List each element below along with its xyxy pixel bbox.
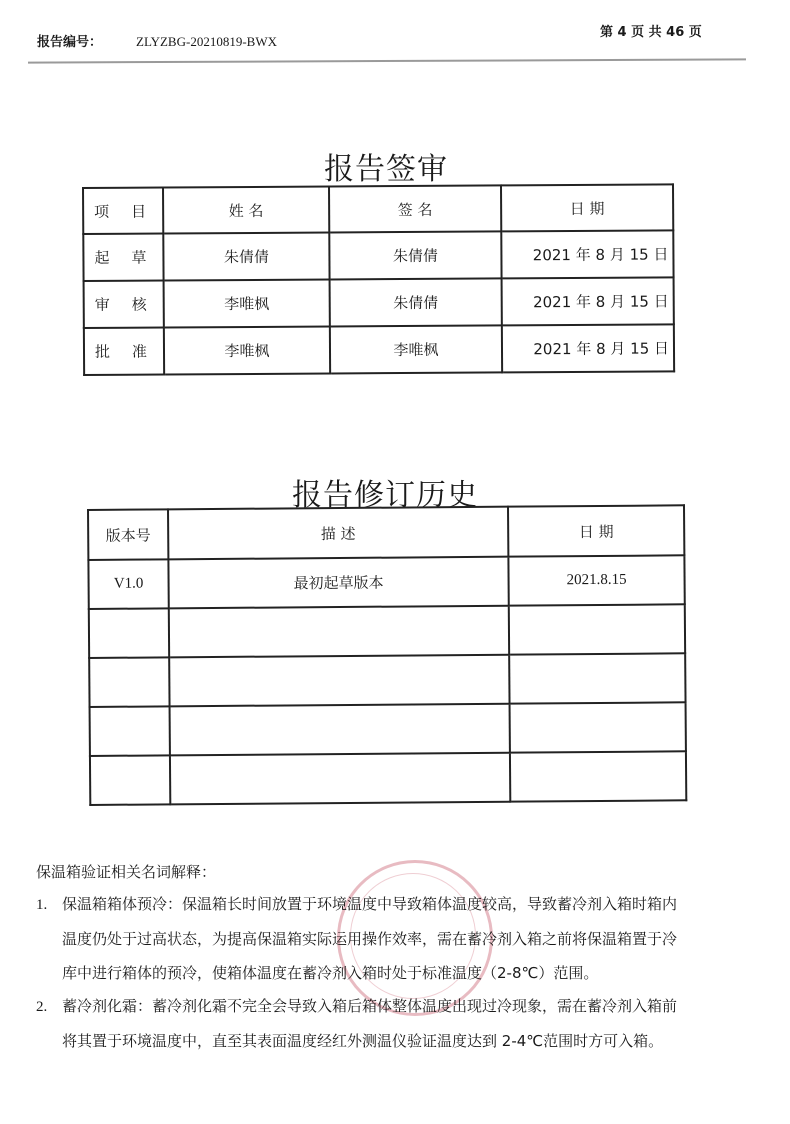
role-cell: 审 核 — [84, 281, 164, 328]
glossary-item — [36, 989, 766, 1058]
date-cell: 2021 年 8 月 15 日 — [502, 324, 674, 372]
table-row — [83, 230, 673, 281]
revision-section-title: 报告修订历史 — [292, 478, 478, 513]
role-cell: 起 草 — [83, 234, 163, 281]
header-cell-name: 姓 名 — [163, 186, 329, 233]
sign-table — [82, 183, 675, 376]
name-cell: 李唯枫 — [164, 279, 330, 327]
report-number-label: 报告编号： — [37, 35, 103, 50]
header-divider — [28, 58, 746, 63]
name-cell: 李唯枫 — [164, 326, 330, 374]
table-row-empty — [89, 604, 685, 658]
table-row-empty — [90, 702, 686, 756]
date-cell: 2021 年 8 月 15 日 — [502, 277, 674, 325]
item-line: 库中进行箱体的预冷，使箱体温度在蓄冷剂入箱时处于标准温度（2-8℃）范围。 — [62, 964, 599, 982]
item-line: 蓄冷剂化霜：蓄冷剂化霜不完全会导致入箱后箱体整体温度出现过冷现象，需在蓄冷剂入箱前 — [62, 997, 678, 1015]
role-cell: 批 准 — [84, 328, 164, 375]
table-row — [88, 555, 684, 609]
signature-cell: 李唯枫 — [330, 325, 502, 373]
revision-table — [87, 504, 687, 806]
glossary-title: 保温箱验证相关名词解释： — [36, 863, 217, 881]
glossary-item — [36, 887, 766, 990]
item-line: 温度仍处于过高状态，为提高保温箱实际运用操作效率，需在蓄冷剂入箱之前将保温箱置于冷 — [62, 930, 678, 948]
signature-cell: 朱倩倩 — [329, 231, 501, 279]
header-cell-description: 描 述 — [168, 507, 508, 560]
header-cell-date: 日 期 — [508, 505, 684, 556]
report-number — [37, 31, 277, 50]
table-row — [84, 277, 674, 328]
version-cell: V1.0 — [88, 559, 168, 609]
table-header-row — [88, 505, 684, 560]
table-row-empty — [90, 751, 686, 805]
item-number: 1. — [36, 897, 48, 913]
name-cell: 朱倩倩 — [163, 232, 329, 280]
item-line: 将其置于环境温度中，直至其表面温度经红外测温仪验证温度达到 2-4℃范围时方可入箱。 — [62, 1032, 664, 1050]
report-number-value: ZLYZBG-20210819-BWX — [136, 34, 277, 49]
sign-section-title: 报告签审 — [324, 152, 448, 187]
table-row — [84, 324, 674, 375]
description-cell: 最初起草版本 — [168, 557, 508, 609]
page-info: 第 4 页 共 46 页 — [600, 25, 702, 40]
item-line: 保温箱箱体预冷：保温箱长时间放置于环境温度中导致箱体温度较高，导致蓄冷剂入箱时箱内 — [62, 895, 678, 913]
header-cell-signature: 签 名 — [329, 185, 501, 232]
date-cell: 2021.8.15 — [508, 555, 684, 605]
signature-cell: 朱倩倩 — [330, 278, 502, 326]
header-cell-date: 日 期 — [501, 184, 673, 231]
header-cell-version: 版本号 — [88, 509, 168, 560]
header-cell-role: 项 目 — [83, 188, 163, 234]
table-row-empty — [89, 653, 685, 707]
item-number: 2. — [36, 999, 48, 1015]
table-header-row — [83, 184, 673, 234]
date-cell: 2021 年 8 月 15 日 — [501, 230, 673, 278]
